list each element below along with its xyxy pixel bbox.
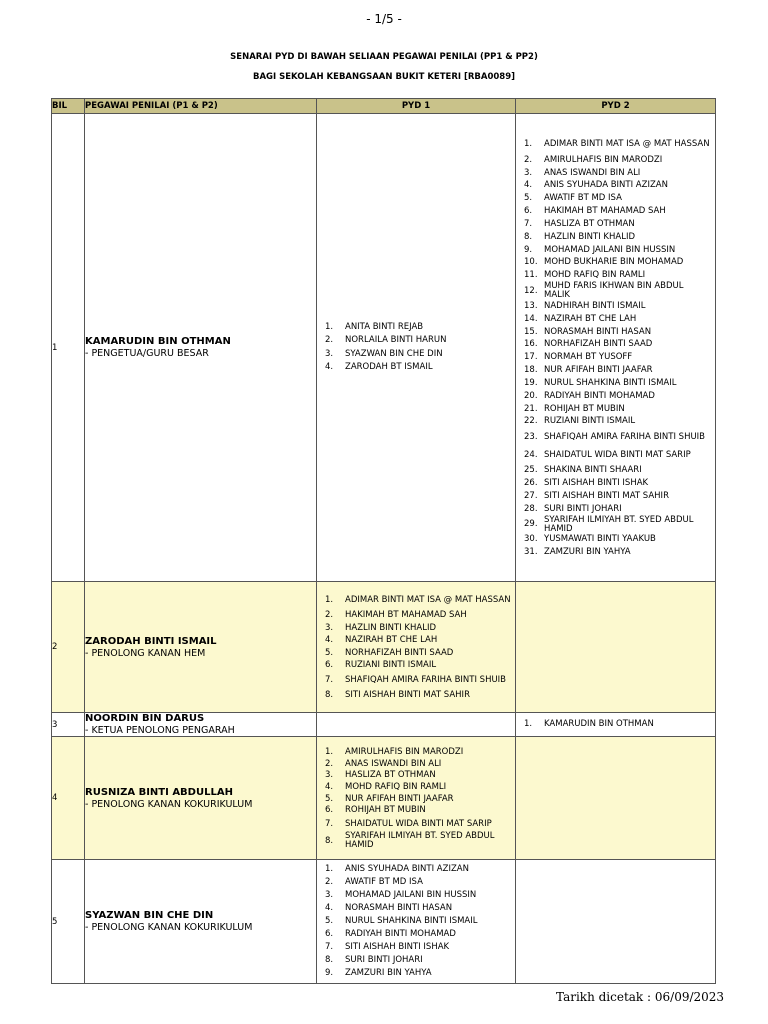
list-item <box>317 793 515 805</box>
list-item-number: 2. <box>325 335 334 346</box>
list-item <box>317 915 515 928</box>
list-item-name: NUR AFIFAH BINTI JAAFAR <box>345 793 454 804</box>
list-item-name: HAKIMAH BT MAHAMAD SAH <box>544 206 666 217</box>
list-item-name: AMIRULHAFIS BIN MARODZI <box>544 154 663 165</box>
list-item <box>516 464 715 477</box>
list-item-number: 4. <box>325 902 334 913</box>
list-item-number: 26. <box>524 477 538 488</box>
list-item-number: 8. <box>325 690 334 701</box>
list-item-number: 31. <box>524 547 538 558</box>
list-item <box>317 902 515 915</box>
list-item <box>317 610 515 623</box>
list-item-name: NAZIRAH BT CHE LAH <box>544 313 637 324</box>
list-item <box>516 282 715 300</box>
list-item-name: NORASMAH BINTI HASAN <box>544 326 652 337</box>
table-row <box>52 860 716 984</box>
list-item <box>516 533 715 546</box>
header-pyd2: PYD 2 <box>516 99 716 114</box>
list-item-name: ROHIJAH BT MUBIN <box>345 805 426 816</box>
list-item-number: 3. <box>524 167 533 178</box>
list-item <box>516 154 715 167</box>
list-item-number: 15. <box>524 326 538 337</box>
evaluator-cell <box>85 114 317 582</box>
list-item-number: 6. <box>325 929 334 940</box>
list-item-name: MOHD RAFIQ BIN RAMLI <box>345 781 447 792</box>
list-item-number: 22. <box>524 416 538 427</box>
list-item-number: 30. <box>524 534 538 545</box>
list-item-name: NORHAFIZAH BINTI SAAD <box>345 647 454 658</box>
list-item-name: NURUL SHAHKINA BINTI ISMAIL <box>544 377 677 388</box>
list-item-name: ADIMAR BINTI MAT ISA @ MAT HASSAN <box>544 139 710 150</box>
list-item <box>317 758 515 770</box>
table-body <box>52 114 716 984</box>
list-item <box>516 546 715 559</box>
list-item-number: 2. <box>325 876 334 887</box>
list-item-number: 4. <box>325 635 334 646</box>
list-item <box>317 348 515 362</box>
list-item-number: 2. <box>325 610 334 621</box>
list-item-name: NURUL SHAHKINA BINTI ISMAIL <box>345 915 478 926</box>
list-item-name: NORASMAH BINTI HASAN <box>345 902 453 913</box>
evaluator-name: KAMARUDIN BIN OTHMAN <box>85 336 231 347</box>
evaluator-role: - PENOLONG KANAN HEM <box>85 647 206 659</box>
row-number: 1 <box>52 114 85 582</box>
list-item <box>516 326 715 339</box>
pyd1-cell <box>317 582 516 713</box>
pyd2-cell <box>516 860 716 984</box>
list-item-name: RUZIANI BINTI ISMAIL <box>345 660 437 671</box>
list-item <box>516 313 715 326</box>
list-item <box>317 635 515 648</box>
list-item-name: MOHD RAFIQ BIN RAMLI <box>544 270 646 281</box>
pyd1-list <box>317 321 515 375</box>
list-item <box>317 592 515 610</box>
list-item-number: 8. <box>325 955 334 966</box>
list-item <box>317 660 515 673</box>
list-item-number: 4. <box>325 781 334 792</box>
list-item-number: 21. <box>524 403 538 414</box>
list-item-number: 18. <box>524 365 538 376</box>
list-item-name: MOHAMAD JAILANI BIN HUSSIN <box>544 244 676 255</box>
pyd2-list <box>516 718 715 732</box>
list-item <box>317 876 515 889</box>
list-item <box>516 403 715 416</box>
list-item-name: MOHAMAD JAILANI BIN HUSSIN <box>345 889 477 900</box>
list-item <box>317 954 515 967</box>
list-item <box>516 136 715 154</box>
list-item <box>317 770 515 782</box>
list-item-number: 1. <box>325 746 334 757</box>
page-number: - 1/5 - <box>366 12 402 26</box>
list-item-number: 3. <box>325 889 334 900</box>
list-item <box>516 205 715 218</box>
list-item <box>317 863 515 876</box>
list-item <box>317 321 515 335</box>
evaluator-role: - PENGETUA/GURU BESAR <box>85 348 209 359</box>
list-item <box>516 300 715 313</box>
pyd1-cell <box>317 737 516 860</box>
table-row <box>52 114 716 582</box>
list-item-name: NORLAILA BINTI HARUN <box>345 335 447 346</box>
list-item-name: ANAS ISWANDI BIN ALI <box>544 167 641 178</box>
list-item-name: HAZLIN BINTI KHALID <box>345 622 436 633</box>
list-item-number: 20. <box>524 390 538 401</box>
list-item <box>516 490 715 503</box>
list-item-number: 3. <box>325 622 334 633</box>
list-item-number: 7. <box>325 675 334 686</box>
print-date: Tarikh dicetak : 06/09/2023 <box>556 990 725 1004</box>
list-item-name: NAZIRAH BT CHE LAH <box>345 635 438 646</box>
evaluator-role: - KETUA PENOLONG PENGARAH <box>85 725 235 736</box>
evaluator-name: RUSNIZA BINTI ABDULLAH <box>85 786 233 798</box>
list-item-number: 29. <box>524 519 538 529</box>
list-item <box>516 179 715 192</box>
list-item-number: 19. <box>524 377 538 388</box>
list-item-number: 5. <box>325 915 334 926</box>
list-item-number: 5. <box>325 647 334 658</box>
list-item-name: RADIYAH BINTI MOHAMAD <box>345 929 456 940</box>
pyd2-cell <box>516 114 716 582</box>
list-item <box>516 244 715 257</box>
evaluator-name: NOORDIN BIN DARUS <box>85 713 205 724</box>
list-item-name: MOHD BUKHARIE BIN MOHAMAD <box>544 257 684 268</box>
list-item-number: 9. <box>325 968 334 979</box>
list-item-name: NORMAH BT YUSOFF <box>544 352 633 363</box>
list-item-number: 2. <box>325 758 334 769</box>
evaluator-name: ZARODAH BINTI ISMAIL <box>85 635 217 647</box>
list-item <box>317 334 515 348</box>
pyd1-cell <box>317 114 516 582</box>
evaluator-cell <box>85 860 317 984</box>
list-item <box>317 647 515 660</box>
list-item <box>516 192 715 205</box>
list-item <box>516 364 715 377</box>
list-item-name: ZAMZURI BIN YAHYA <box>544 547 631 558</box>
list-item-number: 5. <box>325 793 334 804</box>
list-item-number: 27. <box>524 490 538 501</box>
evaluator-table <box>51 98 716 984</box>
list-item <box>516 377 715 390</box>
list-item-number: 17. <box>524 352 538 363</box>
list-item-number: 3. <box>325 348 334 359</box>
pyd1-cell <box>317 713 516 737</box>
list-item-number: 2. <box>524 154 533 165</box>
evaluator-cell <box>85 737 317 860</box>
table-row <box>52 713 716 737</box>
list-item-name: ANIS SYUHADA BINTI AZIZAN <box>345 863 469 874</box>
list-item-name: SYARIFAH ILMIYAH BT. SYED ABDUL HAMID <box>345 831 495 851</box>
row-number: 5 <box>52 860 85 984</box>
evaluator-role: - PENOLONG KANAN KOKURIKULUM <box>85 922 253 933</box>
list-item-number: 6. <box>325 805 334 816</box>
list-item-number: 6. <box>325 660 334 671</box>
list-item-name: SHAIDATUL WIDA BINTI MAT SARIP <box>544 449 691 460</box>
list-item <box>516 218 715 231</box>
list-item <box>516 428 715 446</box>
list-item-number: 28. <box>524 503 538 514</box>
list-item-number: 25. <box>524 465 538 476</box>
pyd2-list <box>516 136 715 559</box>
list-item-name: ROHIJAH BT MUBIN <box>544 403 625 414</box>
list-item-number: 23. <box>524 431 538 442</box>
list-item <box>516 351 715 364</box>
list-item-name: NADHIRAH BINTI ISMAIL <box>544 300 646 311</box>
header-bil: BIL <box>52 99 85 114</box>
pyd1-list <box>317 747 515 850</box>
list-item-name: SHAIDATUL WIDA BINTI MAT SARIP <box>345 819 492 830</box>
list-item-number: 24. <box>524 449 538 460</box>
list-item-number: 1. <box>524 719 533 729</box>
list-item-name: ZARODAH BT ISMAIL <box>345 362 433 373</box>
list-item-number: 11. <box>524 270 538 281</box>
list-item <box>317 833 515 849</box>
list-item-name: HASLIZA BT OTHMAN <box>345 770 436 781</box>
list-item-number: 9. <box>524 244 533 255</box>
list-item <box>516 167 715 180</box>
list-item-name: KAMARUDIN BIN OTHMAN <box>544 719 654 729</box>
list-item <box>317 941 515 954</box>
list-item-number: 1. <box>325 863 334 874</box>
list-item <box>317 622 515 635</box>
list-item-number: 4. <box>524 180 533 191</box>
list-item-name: ANAS ISWANDI BIN ALI <box>345 758 442 769</box>
list-item-name: RUZIANI BINTI ISMAIL <box>544 416 636 427</box>
evaluator-cell <box>85 582 317 713</box>
row-number: 3 <box>52 713 85 737</box>
list-item <box>317 967 515 980</box>
pyd2-cell <box>516 582 716 713</box>
evaluator-role: - PENOLONG KANAN KOKURIKULUM <box>85 798 253 810</box>
list-item <box>317 672 515 690</box>
list-item-name: SITI AISHAH BINTI MAT SAHIR <box>345 690 470 701</box>
row-number: 2 <box>52 582 85 713</box>
list-item-name: SYAZWAN BIN CHE DIN <box>345 348 443 359</box>
list-item-name: ANITA BINTI REJAB <box>345 321 424 332</box>
list-item <box>516 390 715 403</box>
list-item-name: SURI BINTI JOHARI <box>544 503 622 514</box>
list-item-name: SHAFIQAH AMIRA FARIHA BINTI SHUIB <box>345 675 507 686</box>
list-item <box>516 477 715 490</box>
list-item-name: HAKIMAH BT MAHAMAD SAH <box>345 610 467 621</box>
table-row <box>52 737 716 860</box>
header-pyd1: PYD 1 <box>317 99 516 114</box>
document-title: SENARAI PYD DI BAWAH SELIAAN PEGAWAI PENILAI (PP1 & PP2) <box>230 52 538 62</box>
list-item-number: 13. <box>524 300 538 311</box>
list-item <box>516 516 715 534</box>
list-item-name: ADIMAR BINTI MAT ISA @ MAT HASSAN <box>345 595 511 606</box>
list-item-name: AMIRULHAFIS BIN MARODZI <box>345 746 464 757</box>
row-number: 4 <box>52 737 85 860</box>
list-item-name: ANIS SYUHADA BINTI AZIZAN <box>544 180 668 191</box>
list-item <box>317 747 515 759</box>
list-item-number: 7. <box>325 942 334 953</box>
list-item <box>317 928 515 941</box>
list-item-name: YUSMAWATI BINTI YAAKUB <box>544 534 656 545</box>
list-item <box>516 446 715 464</box>
pyd1-list <box>317 592 515 702</box>
list-item <box>516 231 715 244</box>
list-item-name: HASLIZA BT OTHMAN <box>544 218 635 229</box>
list-item-name: RADIYAH BINTI MOHAMAD <box>544 390 655 401</box>
list-item <box>317 805 515 817</box>
document-subtitle: BAGI SEKOLAH KEBANGSAAN BUKIT KETERI [RBA0089] <box>252 72 516 82</box>
list-item-number: 5. <box>524 193 533 204</box>
list-item-name: NUR AFIFAH BINTI JAAFAR <box>544 365 653 376</box>
list-item-name: SYARIFAH ILMIYAH BT. SYED ABDUL HAMID <box>544 514 694 534</box>
list-item-number: 3. <box>325 770 334 781</box>
list-item-number: 10. <box>524 257 538 268</box>
list-item <box>317 361 515 375</box>
list-item-number: 4. <box>325 362 334 373</box>
list-item-number: 16. <box>524 339 538 350</box>
list-item-name: SITI AISHAH BINTI MAT SAHIR <box>544 490 669 501</box>
list-item <box>516 503 715 516</box>
list-item-number: 1. <box>325 595 334 606</box>
list-item-number: 6. <box>524 206 533 217</box>
list-item-name: SHAKINA BINTI SHAARI <box>544 465 642 476</box>
list-item <box>516 415 715 428</box>
table-header-row <box>52 99 716 114</box>
list-item <box>317 889 515 902</box>
pyd1-list <box>317 863 515 981</box>
list-item <box>516 256 715 269</box>
list-item-name: NORHAFIZAH BINTI SAAD <box>544 339 653 350</box>
list-item-name: SURI BINTI JOHARI <box>345 955 423 966</box>
list-item-number: 8. <box>325 835 334 846</box>
list-item <box>317 690 515 703</box>
list-item <box>516 339 715 352</box>
list-item-name: HAZLIN BINTI KHALID <box>544 231 635 242</box>
list-item-number: 1. <box>325 321 334 332</box>
list-item-number: 1. <box>524 139 533 150</box>
table-row <box>52 582 716 713</box>
list-item-number: 14. <box>524 313 538 324</box>
list-item-number: 7. <box>325 819 334 830</box>
header-evaluator: PEGAWAI PENILAI (P1 & P2) <box>85 99 317 114</box>
list-item-number: 12. <box>524 285 538 296</box>
list-item-name: SHAFIQAH AMIRA FARIHA BINTI SHUIB <box>544 431 706 442</box>
pyd1-cell <box>317 860 516 984</box>
evaluator-cell <box>85 713 317 737</box>
list-item-name: SITI AISHAH BINTI ISHAK <box>345 942 450 953</box>
list-item-name: AWATIF BT MD ISA <box>544 193 622 204</box>
evaluator-name: SYAZWAN BIN CHE DIN <box>85 910 214 921</box>
list-item-name: MUHD FARIS IKHWAN BIN ABDUL MALIK <box>544 281 684 301</box>
list-item <box>516 718 715 732</box>
list-item <box>317 782 515 794</box>
list-item-number: 8. <box>524 231 533 242</box>
list-item-name: ZAMZURI BIN YAHYA <box>345 968 432 979</box>
list-item-name: AWATIF BT MD ISA <box>345 876 423 887</box>
list-item-number: 7. <box>524 218 533 229</box>
list-item-name: SITI AISHAH BINTI ISHAK <box>544 477 649 488</box>
pyd2-cell <box>516 713 716 737</box>
pyd2-cell <box>516 737 716 860</box>
